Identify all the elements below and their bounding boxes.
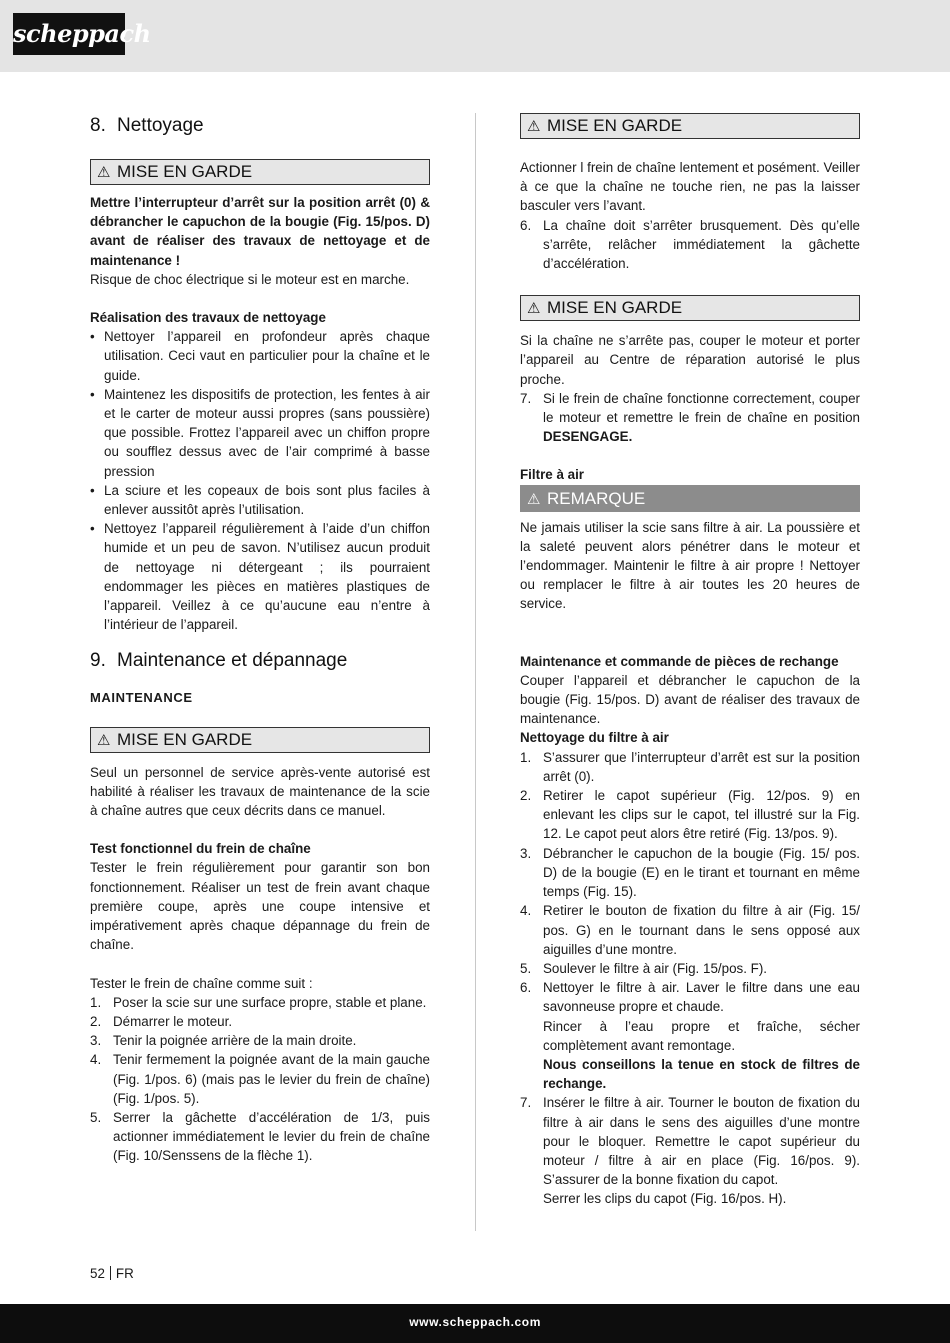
page-number: 52 FR xyxy=(90,1266,134,1281)
brake-step-7 xyxy=(520,389,860,447)
cleaning-heading: Réalisation des travaux de nettoyage xyxy=(90,310,326,326)
filter-steps xyxy=(520,748,860,1209)
list-item: 2. Retirer le capot supérieur (Fig. 12/pos. 9) en enlevant les clips sur le capot, tel illustré sur la Fig. 12. Le capot peut alors être retiré (Fig. 13/pos. 9). xyxy=(520,788,860,842)
list-item: 7. Insérer le filtre à air. Tourner le bouton de fixation du filtre à air dans le sens des aiguilles d’une montre pour le bloquer. Remettre le capot supérieur du moteur / filtre à air en place (Fig. 16/pos. 9). S’assurer de la bonne fixation du capot. Serrer les clips du capot (Fig. 16/pos. H). xyxy=(520,1095,860,1207)
warning-bold-text: Mettre l’interrupteur d’arrêt sur la position arrêt (0) & débrancher le capuchon de la bougie (Fig. 15/pos. D) avant de réaliser des travaux de nettoyage et de maintenance ! xyxy=(90,195,430,268)
maintenance-subheading: MAINTENANCE xyxy=(90,690,193,706)
list-item: 3. Tenir la poignée arrière de la main droite. xyxy=(90,1033,357,1049)
warning-icon: ⚠ xyxy=(527,490,541,508)
brake-test-intro: Tester le frein de chaîne comme suit : xyxy=(90,975,313,991)
website-url: www.scheppach.com xyxy=(409,1315,541,1329)
list-item: 5. Serrer la gâchette d’accélération de 1/3, puis actionner immédiatement le levier du frein de chaîne (Fig. 10/Senssens de la flèche 1). xyxy=(90,1109,430,1164)
list-item: • Nettoyez l’appareil régulièrement à l’aide d’un chiffon humide et un peu de savon. N’utilisez aucun produit de nettoyage ni détergeant ; ils pourraient endommager les pièces en matières plastiques de l’appareil. Veillez à ce qu’aucune eau n’entre à l’intérieur de l’appareil. xyxy=(90,519,430,634)
cleaning-list xyxy=(90,327,430,634)
list-item: 6. Nettoyer le filtre à air. Laver le filtre dans une eau savonneuse propre et chaude. Rincer à l’eau propre et fraîche, sécher complètement avant remontage. Nous conseillons la tenue en stock de filtres de rechange. xyxy=(520,980,860,1092)
warning-box: ⚠ MISE EN GARDE xyxy=(520,295,860,321)
brake-test-text: Tester le frein régulièrement pour garantir son bon fonctionnement. Réaliser un test de frein avant chaque première coupe, après une coupe intensive et impérativement après chaque dépannage du frein de chaîne. xyxy=(90,860,430,953)
filter-cleaning-heading: Nettoyage du filtre à air xyxy=(520,730,669,746)
header-band xyxy=(0,0,950,72)
list-item: • Maintenez les dispositifs de protection, les fentes à air et le carter de moteur aussi propres (sans poussière) que possible. Frottez l’appareil avec un chiffon propre ou soufflez dessus avec de l’air comprimé à basse pression xyxy=(90,385,430,481)
scheppach-logo: scheppach xyxy=(13,13,125,55)
note-text: Ne jamais utiliser la scie sans filtre à air. La poussière et la saleté peuvent alors pénétrer dans le moteur et l’endommager. Maintenir le filtre à air propre ! Nettoyer ou remplacer le filtre à air toutes les 20 heures de service. xyxy=(520,519,860,612)
warning-box: ⚠ MISE EN GARDE xyxy=(90,727,430,753)
warning-icon: ⚠ xyxy=(97,164,111,181)
section-9-heading: 9. Maintenance et dépannage xyxy=(90,650,348,672)
list-item: • La sciure et les copeaux de bois sont plus faciles à enlever aussitôt après l’utilisation. xyxy=(90,481,430,519)
warning-box: ⚠ MISE EN GARDE xyxy=(520,113,860,139)
warning-icon: ⚠ xyxy=(97,731,111,749)
left-column xyxy=(90,113,430,1166)
warning-box: ⚠ MISE EN GARDE xyxy=(90,159,430,185)
list-item: 3. Débrancher le capuchon de la bougie (Fig. 15/ pos. D) de la bougie (E) en le tirant et tournant en même temps (Fig. 15). xyxy=(520,845,860,900)
warning-icon: ⚠ xyxy=(527,118,541,135)
brake-step-6 xyxy=(520,216,860,274)
brake-test-steps xyxy=(90,993,430,1166)
warning-icon: ⚠ xyxy=(527,300,541,318)
list-item: • Nettoyer l’appareil en profondeur après chaque utilisation. Ceci vaut en particulier pour la chaîne et le guide. xyxy=(90,327,430,385)
warning-text: Risque de choc électrique si le moteur est en marche. xyxy=(90,271,410,287)
warning-text: Seul un personnel de service après-vente autorisé est habilité à réaliser les travaux de maintenance de la scie à chaîne autres que ceux décrits dans ce manuel. xyxy=(90,764,430,819)
list-item: 7. Si le frein de chaîne fonctionne correctement, couper le moteur et remettre le frein de chaîne en position DESENGAGE. xyxy=(520,390,860,445)
warning-text: Si la chaîne ne s’arrête pas, couper le moteur et porter l’appareil au Centre de réparation autorisé le plus proche. xyxy=(520,333,860,387)
list-item: 1. Poser la scie sur une surface propre, stable et plane. xyxy=(90,994,427,1010)
parts-order-heading: Maintenance et commande de pièces de rechange xyxy=(520,653,839,669)
section-8-heading: 8. Nettoyage xyxy=(90,115,204,136)
list-item: 4. Retirer le bouton de fixation du filtre à air (Fig. 15/ pos. G) en le tournant dans le sens opposé aux aiguilles d’une montre. xyxy=(520,903,860,957)
note-box: ⚠ REMARQUE xyxy=(520,485,860,512)
right-column xyxy=(520,113,860,1209)
column-divider xyxy=(475,113,476,1231)
list-item: 6. La chaîne doit s’arrêter brusquement. Dès qu’elle s’arrête, relâcher immédiatement la gâchette d’accélération. xyxy=(520,217,860,272)
brake-test-heading: Test fonctionnel du frein de chaîne xyxy=(90,841,311,857)
list-item: 5. Soulever le filtre à air (Fig. 15/pos. F). xyxy=(520,960,768,976)
list-item: 2. Démarrer le moteur. xyxy=(90,1013,233,1029)
air-filter-heading: Filtre à air xyxy=(520,467,585,483)
warning-text: Actionner l frein de chaîne lentement et posément. Veiller à ce que la chaîne ne touche rien, ne pas la laisser basculer vers l’avant. xyxy=(520,160,860,214)
parts-order-text: Couper l’appareil et débrancher le capuchon de la bougie (Fig. 15/pos. D) avant de réaliser des travaux de maintenance. xyxy=(520,672,860,727)
list-item: 1. S’assurer que l’interrupteur d’arrêt est sur la position arrêt (0). xyxy=(520,749,860,784)
list-item: 4. Tenir fermement la poignée avant de la main gauche (Fig. 1/pos. 6) (mais pas le levier du frein de chaîne) (Fig. 1/pos. 5). xyxy=(90,1052,430,1106)
